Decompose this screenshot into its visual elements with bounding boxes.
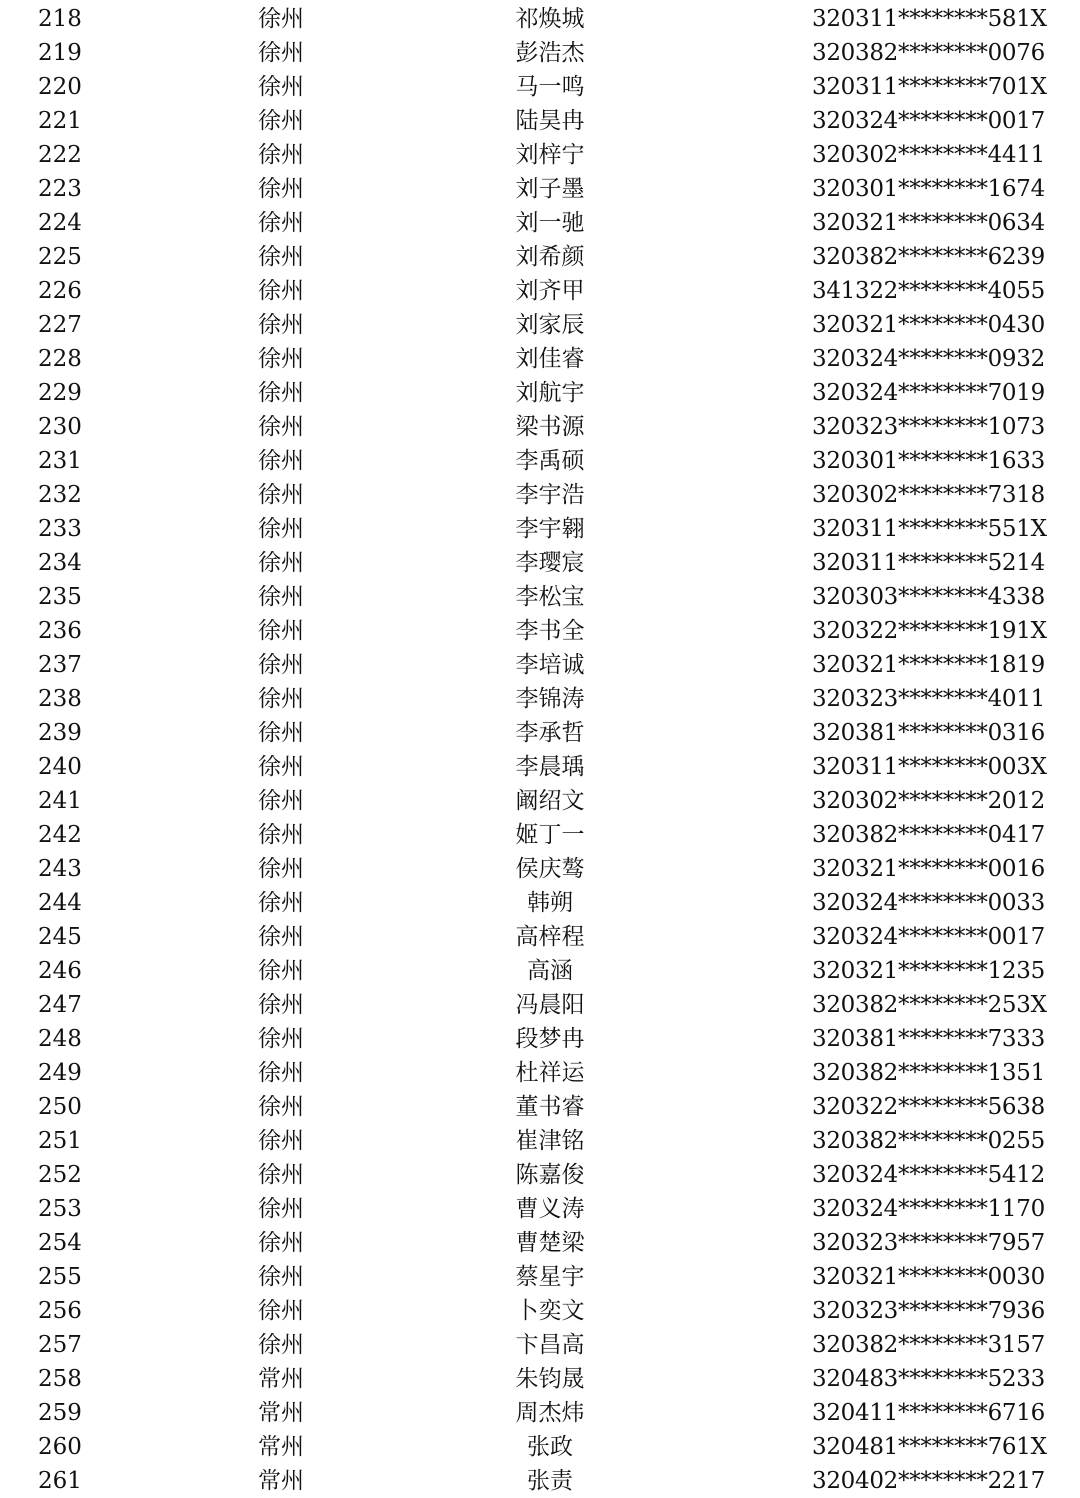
row-id-number: 320483********5233 [812, 1366, 1045, 1392]
row-name: 周杰炜 [515, 1400, 585, 1426]
row-name: 侯庆骜 [515, 856, 585, 882]
table-row [0, 308, 1080, 342]
row-city: 徐州 [258, 584, 304, 610]
row-number: 225 [38, 244, 82, 270]
row-name: 刘一驰 [515, 210, 585, 236]
row-city: 徐州 [258, 244, 304, 270]
row-number: 238 [38, 686, 82, 712]
table-row [0, 206, 1080, 240]
row-number: 230 [38, 414, 82, 440]
row-city: 徐州 [258, 686, 304, 712]
table-row [0, 750, 1080, 784]
row-id-number: 320321********0430 [812, 312, 1045, 338]
row-city: 常州 [258, 1434, 304, 1460]
row-name: 李宇翱 [515, 516, 585, 542]
row-name: 李书全 [515, 618, 585, 644]
roster-table [0, 2, 1080, 1498]
row-id-number: 320302********2012 [812, 788, 1045, 814]
row-number: 244 [38, 890, 82, 916]
row-city: 徐州 [258, 74, 304, 100]
row-id-number: 320323********7957 [812, 1230, 1045, 1256]
row-name: 姬丁一 [515, 822, 585, 848]
row-number: 258 [38, 1366, 82, 1392]
row-id-number: 320323********7936 [812, 1298, 1045, 1324]
row-number: 243 [38, 856, 82, 882]
table-row [0, 1328, 1080, 1362]
row-city: 徐州 [258, 108, 304, 134]
row-city: 徐州 [258, 40, 304, 66]
row-id-number: 320311********551X [812, 516, 1047, 542]
row-city: 徐州 [258, 482, 304, 508]
row-number: 259 [38, 1400, 82, 1426]
row-id-number: 320382********6239 [812, 244, 1045, 270]
table-row [0, 988, 1080, 1022]
row-id-number: 320402********2217 [812, 1468, 1045, 1494]
row-city: 常州 [258, 1468, 304, 1494]
table-row [0, 852, 1080, 886]
row-id-number: 320321********1819 [812, 652, 1045, 678]
row-id-number: 320324********0932 [812, 346, 1045, 372]
row-city: 徐州 [258, 1298, 304, 1324]
row-name: 李璎宸 [515, 550, 585, 576]
row-number: 250 [38, 1094, 82, 1120]
row-city: 徐州 [258, 380, 304, 406]
row-id-number: 341322********4055 [812, 278, 1045, 304]
table-row [0, 1158, 1080, 1192]
row-id-number: 320303********4338 [812, 584, 1045, 610]
table-row [0, 682, 1080, 716]
row-number: 251 [38, 1128, 82, 1154]
row-city: 徐州 [258, 992, 304, 1018]
row-id-number: 320324********0017 [812, 108, 1045, 134]
row-id-number: 320382********253X [812, 992, 1047, 1018]
row-id-number: 320324********5412 [812, 1162, 1045, 1188]
row-name: 梁书源 [515, 414, 585, 440]
table-row [0, 648, 1080, 682]
row-name: 刘家辰 [515, 312, 585, 338]
row-name: 陆昊冉 [515, 108, 585, 134]
row-number: 224 [38, 210, 82, 236]
row-number: 223 [38, 176, 82, 202]
row-city: 徐州 [258, 1264, 304, 1290]
row-name: 彭浩杰 [515, 40, 585, 66]
table-row [0, 1260, 1080, 1294]
table-row [0, 1192, 1080, 1226]
row-number: 226 [38, 278, 82, 304]
row-id-number: 320311********5214 [812, 550, 1045, 576]
table-row [0, 614, 1080, 648]
row-name: 曹义涛 [515, 1196, 585, 1222]
row-number: 227 [38, 312, 82, 338]
row-name: 蔡星宇 [515, 1264, 585, 1290]
row-number: 255 [38, 1264, 82, 1290]
row-city: 徐州 [258, 176, 304, 202]
row-city: 徐州 [258, 1332, 304, 1358]
row-city: 徐州 [258, 652, 304, 678]
table-row [0, 410, 1080, 444]
row-number: 222 [38, 142, 82, 168]
row-name: 马一鸣 [515, 74, 585, 100]
row-number: 260 [38, 1434, 82, 1460]
row-city: 徐州 [258, 448, 304, 474]
row-city: 徐州 [258, 1094, 304, 1120]
table-row [0, 784, 1080, 818]
row-number: 219 [38, 40, 82, 66]
row-city: 徐州 [258, 1162, 304, 1188]
row-city: 徐州 [258, 142, 304, 168]
table-row [0, 920, 1080, 954]
row-id-number: 320411********6716 [812, 1400, 1045, 1426]
row-id-number: 320382********0255 [812, 1128, 1045, 1154]
row-name: 李锦涛 [515, 686, 585, 712]
row-city: 徐州 [258, 618, 304, 644]
row-name: 卞昌高 [515, 1332, 585, 1358]
row-name: 刘子墨 [515, 176, 585, 202]
row-id-number: 320382********3157 [812, 1332, 1045, 1358]
row-number: 237 [38, 652, 82, 678]
row-number: 239 [38, 720, 82, 746]
row-city: 徐州 [258, 210, 304, 236]
table-row [0, 1362, 1080, 1396]
row-id-number: 320321********0030 [812, 1264, 1045, 1290]
row-name: 朱钧晟 [515, 1366, 585, 1392]
row-city: 徐州 [258, 278, 304, 304]
row-id-number: 320311********581X [812, 6, 1047, 32]
row-name: 陈嘉俊 [515, 1162, 585, 1188]
row-city: 徐州 [258, 1196, 304, 1222]
table-row [0, 274, 1080, 308]
row-city: 徐州 [258, 516, 304, 542]
row-number: 231 [38, 448, 82, 474]
row-number: 218 [38, 6, 82, 32]
row-name: 刘齐甲 [515, 278, 585, 304]
row-id-number: 320481********761X [812, 1434, 1047, 1460]
row-name: 刘梓宁 [515, 142, 585, 168]
row-number: 241 [38, 788, 82, 814]
row-city: 常州 [258, 1400, 304, 1426]
row-name: 李禹硕 [515, 448, 585, 474]
table-row [0, 478, 1080, 512]
table-row [0, 444, 1080, 478]
row-id-number: 320382********1351 [812, 1060, 1045, 1086]
row-name: 张政 [527, 1434, 573, 1460]
row-city: 徐州 [258, 958, 304, 984]
row-city: 徐州 [258, 550, 304, 576]
row-id-number: 320322********191X [812, 618, 1047, 644]
row-city: 徐州 [258, 822, 304, 848]
table-row [0, 342, 1080, 376]
row-id-number: 320381********0316 [812, 720, 1045, 746]
row-city: 徐州 [258, 414, 304, 440]
row-name: 李松宝 [515, 584, 585, 610]
table-row [0, 2, 1080, 36]
row-name: 高梓程 [515, 924, 585, 950]
table-row [0, 104, 1080, 138]
row-id-number: 320302********4411 [812, 142, 1045, 168]
row-number: 256 [38, 1298, 82, 1324]
row-number: 252 [38, 1162, 82, 1188]
row-number: 249 [38, 1060, 82, 1086]
row-number: 254 [38, 1230, 82, 1256]
row-name: 刘佳睿 [515, 346, 585, 372]
table-row [0, 36, 1080, 70]
row-name: 杜祥运 [515, 1060, 585, 1086]
row-number: 233 [38, 516, 82, 542]
row-name: 李晨瑀 [515, 754, 585, 780]
row-id-number: 320301********1674 [812, 176, 1045, 202]
row-name: 张责 [527, 1468, 573, 1494]
table-row [0, 546, 1080, 580]
row-id-number: 320301********1633 [812, 448, 1045, 474]
table-row [0, 1396, 1080, 1430]
table-row [0, 716, 1080, 750]
table-row [0, 1056, 1080, 1090]
row-city: 徐州 [258, 1128, 304, 1154]
row-name: 李培诚 [515, 652, 585, 678]
table-row [0, 512, 1080, 546]
row-number: 235 [38, 584, 82, 610]
row-id-number: 320324********1170 [812, 1196, 1045, 1222]
row-number: 229 [38, 380, 82, 406]
table-row [0, 1090, 1080, 1124]
row-number: 242 [38, 822, 82, 848]
row-city: 徐州 [258, 312, 304, 338]
row-name: 刘航宇 [515, 380, 585, 406]
table-row [0, 954, 1080, 988]
row-number: 253 [38, 1196, 82, 1222]
row-id-number: 320324********0017 [812, 924, 1045, 950]
table-row [0, 580, 1080, 614]
row-number: 246 [38, 958, 82, 984]
row-id-number: 320323********1073 [812, 414, 1045, 440]
row-city: 徐州 [258, 6, 304, 32]
row-id-number: 320302********7318 [812, 482, 1045, 508]
row-id-number: 320382********0076 [812, 40, 1045, 66]
row-name: 李宇浩 [515, 482, 585, 508]
table-row [0, 1464, 1080, 1498]
row-id-number: 320322********5638 [812, 1094, 1045, 1120]
row-name: 曹楚梁 [515, 1230, 585, 1256]
row-number: 221 [38, 108, 82, 134]
row-number: 261 [38, 1468, 82, 1494]
row-id-number: 320321********0016 [812, 856, 1045, 882]
row-number: 240 [38, 754, 82, 780]
row-number: 248 [38, 1026, 82, 1052]
row-city: 常州 [258, 1366, 304, 1392]
table-row [0, 172, 1080, 206]
table-row [0, 1124, 1080, 1158]
row-id-number: 320311********701X [812, 74, 1047, 100]
row-number: 220 [38, 74, 82, 100]
row-city: 徐州 [258, 346, 304, 372]
row-number: 247 [38, 992, 82, 1018]
row-name: 崔津铭 [515, 1128, 585, 1154]
row-id-number: 320381********7333 [812, 1026, 1045, 1052]
row-id-number: 320321********1235 [812, 958, 1045, 984]
row-id-number: 320321********0634 [812, 210, 1045, 236]
row-id-number: 320323********4011 [812, 686, 1045, 712]
row-name: 段梦冉 [515, 1026, 585, 1052]
table-row [0, 1226, 1080, 1260]
row-name: 韩朔 [527, 890, 573, 916]
row-id-number: 320311********003X [812, 754, 1047, 780]
row-city: 徐州 [258, 924, 304, 950]
table-row [0, 240, 1080, 274]
row-city: 徐州 [258, 1026, 304, 1052]
row-number: 234 [38, 550, 82, 576]
table-row [0, 1294, 1080, 1328]
row-city: 徐州 [258, 754, 304, 780]
row-name: 高涵 [527, 958, 573, 984]
row-id-number: 320382********0417 [812, 822, 1045, 848]
table-row [0, 1430, 1080, 1464]
row-city: 徐州 [258, 1060, 304, 1086]
table-row [0, 70, 1080, 104]
row-city: 徐州 [258, 720, 304, 746]
row-name: 董书睿 [515, 1094, 585, 1120]
row-number: 257 [38, 1332, 82, 1358]
row-city: 徐州 [258, 856, 304, 882]
row-name: 冯晨阳 [515, 992, 585, 1018]
row-number: 236 [38, 618, 82, 644]
table-row [0, 1022, 1080, 1056]
row-number: 228 [38, 346, 82, 372]
row-number: 245 [38, 924, 82, 950]
table-row [0, 138, 1080, 172]
table-row [0, 818, 1080, 852]
row-city: 徐州 [258, 890, 304, 916]
row-name: 阚绍文 [515, 788, 585, 814]
row-number: 232 [38, 482, 82, 508]
row-city: 徐州 [258, 788, 304, 814]
table-row [0, 886, 1080, 920]
row-name: 刘希颜 [515, 244, 585, 270]
row-id-number: 320324********7019 [812, 380, 1045, 406]
row-id-number: 320324********0033 [812, 890, 1045, 916]
table-row [0, 376, 1080, 410]
row-name: 祁焕城 [515, 6, 585, 32]
row-city: 徐州 [258, 1230, 304, 1256]
row-name: 李承哲 [515, 720, 585, 746]
row-name: 卜奕文 [515, 1298, 585, 1324]
